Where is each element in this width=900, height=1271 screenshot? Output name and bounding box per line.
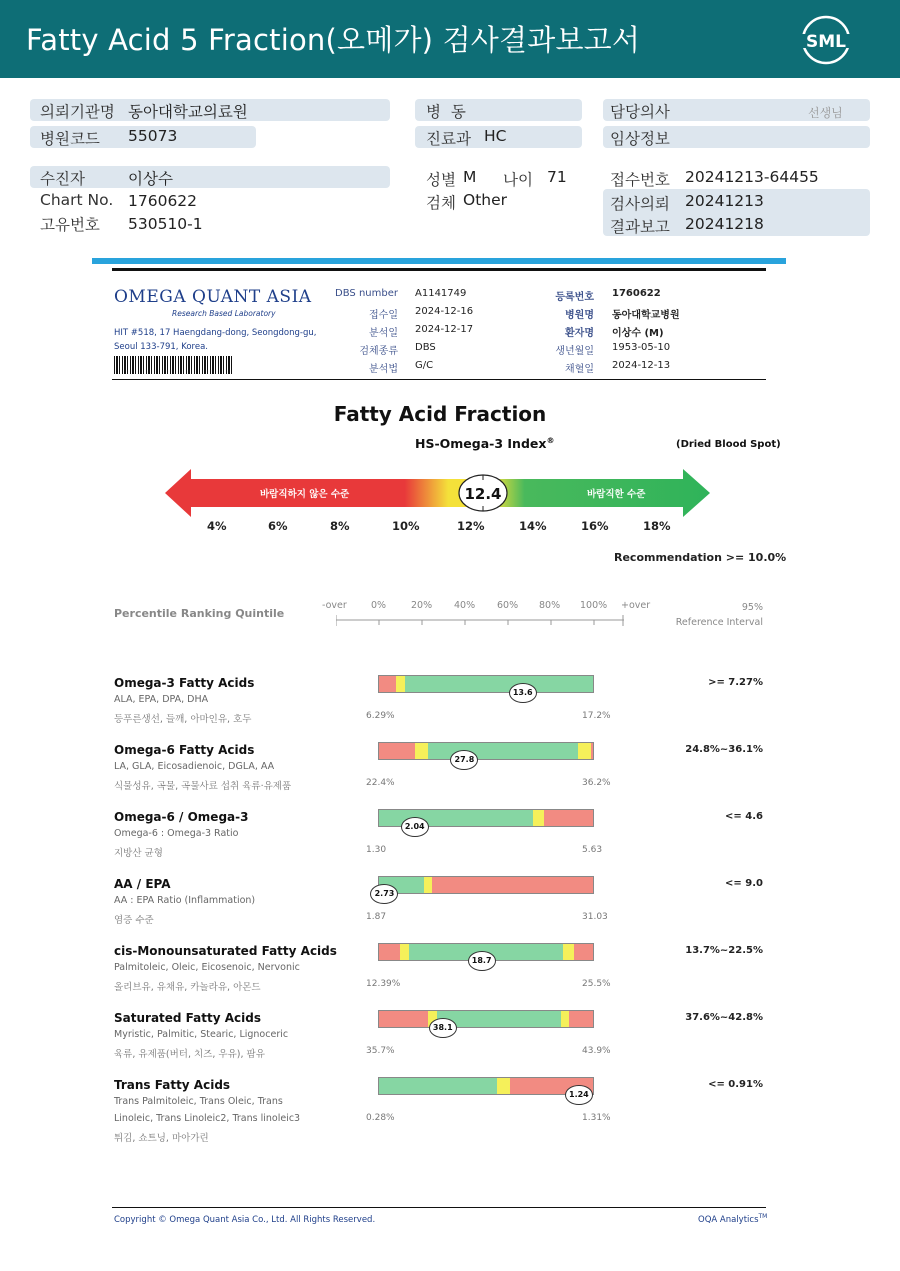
age-value: 71	[547, 168, 567, 186]
fatty-acid-sources: 지방산 균형	[114, 848, 163, 859]
index-scale-tick: 14%	[519, 519, 547, 533]
fatty-acid-sources: 염증 수준	[114, 915, 154, 926]
department-label: 진료과	[426, 130, 471, 148]
bar-segment	[563, 944, 574, 960]
fatty-acid-value-marker: 18.7	[468, 951, 496, 971]
index-scale-tick: 6%	[268, 519, 288, 533]
percentile-scale-tick: 80%	[539, 600, 561, 611]
percentile-axis	[336, 615, 624, 627]
index-scale-tick: 8%	[330, 519, 350, 533]
fatty-acid-name: AA / EPA	[114, 877, 171, 891]
fatty-acid-sources: 올리브유, 유채유, 카놀라유, 아몬드	[114, 982, 261, 993]
specimen-label: 검체	[426, 194, 456, 212]
fatty-acid-max: 43.9%	[582, 1046, 611, 1056]
fatty-acid-name: Omega-6 Fatty Acids	[114, 743, 255, 757]
fatty-acid-components: Omega-6 : Omega-3 Ratio	[114, 828, 239, 839]
bar-segment	[561, 1011, 570, 1027]
bar-segment	[379, 676, 396, 692]
fatty-acid-components: Trans Palmitoleic, Trans Oleic, Trans	[114, 1096, 283, 1107]
fatty-acid-name: cis-Monounsaturated Fatty Acids	[114, 944, 337, 958]
meta-left-label: DBS number	[335, 288, 398, 299]
section-divider	[92, 258, 786, 264]
request-label: 검사의뢰	[610, 195, 670, 213]
fatty-acid-reference: >= 7.27%	[708, 677, 763, 688]
meta-left-label: 검체종류	[359, 346, 398, 357]
meta-right-value: 2024-12-13	[612, 360, 671, 371]
meta-left-value: DBS	[415, 342, 436, 353]
bar-segment	[533, 810, 544, 826]
percentile-scale-tick: 100%	[580, 600, 608, 611]
reference-interval-header	[670, 600, 763, 630]
fatty-acid-bar	[378, 876, 594, 894]
bar-segment	[432, 877, 593, 893]
copyright: Copyright © Omega Quant Asia Co., Ltd. All Rights Reserved.	[114, 1215, 376, 1225]
sml-logo-icon	[800, 14, 852, 66]
fatty-acid-reference: 24.8%~36.1%	[685, 744, 763, 755]
fatty-acid-sources: 육류, 유제품(버터, 치즈, 우유), 팜유	[114, 1049, 265, 1060]
meta-left-value: 2024-12-16	[415, 306, 474, 317]
fatty-acid-bar	[378, 1010, 594, 1028]
doctor-label: 담당의사	[610, 103, 670, 121]
fatty-acid-max: 17.2%	[582, 711, 611, 721]
bar-segment	[415, 743, 428, 759]
hospital-code-label: 병원코드	[40, 130, 100, 148]
fatty-acid-components: ALA, EPA, DPA, DHA	[114, 694, 209, 705]
index-scale-tick: 16%	[581, 519, 609, 533]
header-bar	[0, 0, 900, 78]
fatty-acid-sources: 튀김, 쇼트닝, 마아가린	[114, 1133, 209, 1144]
institution-value: 동아대학교의료원	[128, 103, 248, 121]
fatty-acid-max: 31.03	[582, 912, 608, 922]
clinical-info-label: 임상정보	[610, 130, 670, 148]
index-scale-tick: 12%	[457, 519, 485, 533]
fatty-acid-bar	[378, 675, 594, 693]
bar-segment	[424, 877, 433, 893]
request-value: 20241213	[685, 192, 764, 210]
svg-text:SML: SML	[806, 32, 846, 52]
meta-right-value: 동아대학교병원	[612, 310, 680, 321]
meta-left-label: 분석일	[369, 328, 398, 339]
report-header-line	[112, 379, 766, 380]
chart-no-label: Chart No.	[40, 191, 114, 209]
bar-segment	[400, 944, 409, 960]
fatty-acid-components-2: Linoleic, Trans Linoleic2, Trans linoleic3	[114, 1113, 301, 1124]
fatty-acid-name: Omega-3 Fatty Acids	[114, 676, 255, 690]
bar-segment	[578, 743, 591, 759]
report-top-line	[112, 268, 766, 271]
fatty-acid-components: AA : EPA Ratio (Inflammation)	[114, 895, 256, 906]
fatty-acid-name: Trans Fatty Acids	[114, 1078, 231, 1092]
footer-line	[112, 1207, 766, 1208]
fatty-acid-reference: <= 4.6	[725, 811, 763, 822]
meta-right-label: 생년월일	[555, 346, 594, 357]
fatty-acid-components: Myristic, Palmitic, Stearic, Lignoceric	[114, 1029, 289, 1040]
meta-right-label: 환자명	[565, 328, 594, 339]
report-label: 결과보고	[610, 218, 670, 236]
unique-no-value: 530510-1	[128, 215, 203, 233]
patient-name: 이상수	[128, 170, 173, 188]
fatty-acid-min: 22.4%	[366, 778, 395, 788]
fatty-acid-max: 5.63	[582, 845, 603, 855]
meta-left-label: 분석법	[369, 364, 398, 375]
fatty-acid-min: 1.87	[366, 912, 387, 922]
meta-right-label: 병원명	[565, 310, 594, 321]
index-title: HS-Omega-3 Index®	[415, 436, 555, 452]
meta-right-value: 1953-05-10	[612, 342, 671, 353]
ref-95-label: 95%	[741, 602, 763, 613]
doctor-suffix: 선생님	[808, 106, 843, 120]
fatty-acid-min: 12.39%	[366, 979, 401, 989]
fatty-acid-reference: <= 9.0	[725, 878, 763, 889]
index-scale-tick: 10%	[392, 519, 420, 533]
fatty-acid-reference: 37.6%~42.8%	[685, 1012, 763, 1023]
percentile-scale-tick: -over	[322, 600, 347, 611]
sex-label: 성별	[426, 171, 456, 189]
omega3-index-gauge	[165, 466, 710, 520]
meta-left-value: A1141749	[415, 288, 467, 299]
percentile-scale-tick: 60%	[497, 600, 519, 611]
desirable-label: 바람직한 수준	[587, 489, 646, 500]
oqa-sub: Research Based Laboratory	[172, 309, 276, 318]
meta-left-value: G/C	[415, 360, 434, 371]
percentile-scale-tick: +over	[621, 600, 651, 611]
bar-segment	[405, 676, 593, 692]
receipt-label: 접수번호	[610, 171, 670, 189]
fatty-acid-value-marker: 13.6	[509, 683, 537, 703]
age-label: 나이	[503, 171, 533, 189]
percentile-scale-tick: 40%	[454, 600, 476, 611]
specimen-note: (Dried Blood Spot)	[676, 439, 781, 450]
fatty-acid-reference: 13.7%~22.5%	[685, 945, 763, 956]
fatty-acid-min: 6.29%	[366, 711, 395, 721]
fatty-acid-min: 35.7%	[366, 1046, 395, 1056]
bar-segment	[497, 1078, 510, 1094]
meta-right-label: 등록번호	[555, 292, 594, 303]
specimen-value: Other	[463, 191, 508, 209]
ward-label: 병 동	[426, 103, 466, 121]
bar-segment	[591, 743, 593, 759]
fatty-acid-bar	[378, 742, 594, 760]
institution-label: 의뢰기관명	[40, 103, 115, 121]
index-scale-tick: 18%	[643, 519, 671, 533]
bar-segment	[379, 1078, 497, 1094]
page-title: Fatty Acid 5 Fraction(오메가) 검사결과보고서	[26, 23, 641, 57]
omega3-index-value: 12.4	[464, 485, 502, 503]
meta-right-value: 1760622	[612, 288, 661, 299]
percentile-scale-tick: 0%	[371, 600, 387, 611]
meta-left-value: 2024-12-17	[415, 324, 474, 335]
fatty-acid-sources: 등푸른생선, 들깨, 아마인유, 호두	[114, 714, 252, 725]
chart-no-value: 1760622	[128, 192, 198, 210]
recommendation: Recommendation >= 10.0%	[614, 551, 787, 564]
oqa-analytics: OQA Analytics™	[698, 1213, 768, 1225]
fatty-acid-value-marker: 2.04	[401, 817, 429, 837]
oqa-brand: OMEGA QUANT ASIA	[114, 287, 312, 307]
fatty-acid-value-marker: 1.24	[565, 1085, 593, 1105]
index-scale-tick: 4%	[207, 519, 227, 533]
bar-segment	[396, 676, 405, 692]
fatty-acid-reference: <= 0.91%	[708, 1079, 763, 1090]
bar-segment	[379, 944, 400, 960]
fatty-acid-max: 1.31%	[582, 1113, 611, 1123]
meta-right-label: 채혈일	[565, 364, 594, 375]
bar-segment	[569, 1011, 593, 1027]
fatty-acid-components: Palmitoleic, Oleic, Eicosenoic, Nervonic	[114, 962, 300, 973]
oqa-address: HIT #518, 17 Haengdang-dong, Seongdong-gu, Seoul 133-791, Korea.	[114, 328, 317, 352]
patient-label: 수진자	[40, 170, 85, 188]
bar-segment	[379, 1011, 428, 1027]
department-value: HC	[484, 127, 507, 145]
bar-segment	[379, 743, 415, 759]
fatty-acid-bar	[378, 1077, 594, 1095]
fatty-acid-min: 0.28%	[366, 1113, 395, 1123]
percentile-title: Percentile Ranking Quintile	[114, 607, 285, 620]
fatty-acid-value-marker: 27.8	[450, 750, 478, 770]
meta-right-value: 이상수 (M)	[612, 328, 664, 339]
fatty-acid-min: 1.30	[366, 845, 387, 855]
hospital-code-value: 55073	[128, 127, 178, 145]
receipt-value: 20241213-64455	[685, 168, 819, 186]
fatty-acid-name: Omega-6 / Omega-3	[114, 810, 249, 824]
fatty-acid-max: 36.2%	[582, 778, 611, 788]
fatty-acid-value-marker: 38.1	[429, 1018, 457, 1038]
fatty-acid-value-marker: 2.73	[370, 884, 398, 904]
unique-no-label: 고유번호	[40, 216, 100, 234]
ref-interval-label: Reference Interval	[675, 617, 763, 628]
meta-left-label: 접수일	[369, 310, 398, 321]
fatty-acid-components: LA, GLA, Eicosadienoic, DGLA, AA	[114, 761, 275, 772]
bar-segment	[544, 810, 593, 826]
bar-segment	[574, 944, 593, 960]
fatty-acid-max: 25.5%	[582, 979, 611, 989]
sex-value: M	[463, 168, 477, 186]
undesirable-label: 바람직하지 않은 수준	[260, 489, 350, 500]
report-value: 20241218	[685, 215, 764, 233]
section-title: Fatty Acid Fraction	[333, 402, 547, 426]
fatty-acid-sources: 식물성유, 곡물, 곡물사료 섭취 육류·유제품	[114, 781, 292, 792]
percentile-scale-tick: 20%	[411, 600, 433, 611]
fatty-acid-name: Saturated Fatty Acids	[114, 1011, 261, 1025]
barcode	[114, 356, 234, 374]
